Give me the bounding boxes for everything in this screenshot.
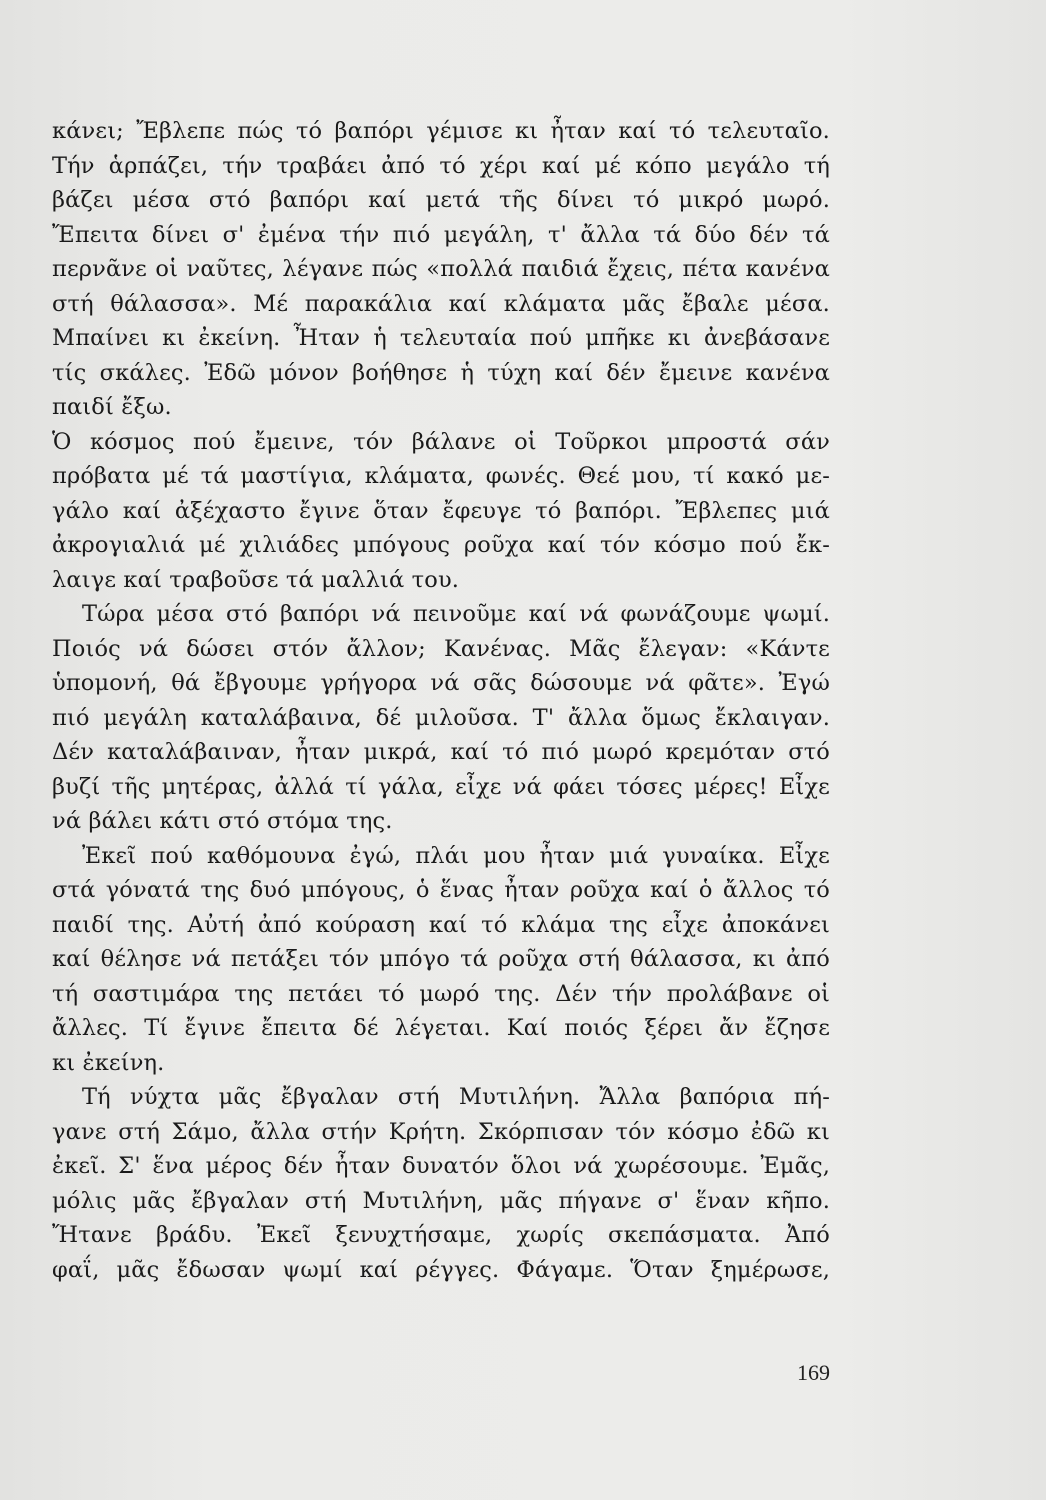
text-line: γάλο καί ἀξέχαστο ἔγινε ὅταν ἔφευγε τό βαπόρι. Ἔβλεπες μιά — [52, 497, 830, 524]
text-line: Ποιός νά δώσει στόν ἄλλον; Κανένας. Μᾶς ἔλεγαν: «Κάντε — [52, 635, 830, 662]
text-line: περνᾶνε οἱ ναῦτες, λέγανε πώς «πολλά παιδιά ἔχεις, πέτα κανένα — [52, 256, 830, 282]
text-line: γανε στή Σάμο, ἄλλα στήν Κρήτη. Σκόρπισαν τόν κόσμο ἐδῶ κι — [52, 1118, 830, 1145]
text-line: Ὁ κόσμος πού ἔμεινε, τόν βάλανε οἱ Τοῦρκοι μπροστά σάν — [52, 428, 830, 455]
body-text — [52, 114, 830, 1287]
text-line: τή σαστιμάρα της πετάει τό μωρό της. Δέν τήν προλάβανε οἱ — [52, 980, 830, 1007]
text-line: πιό μεγάλη καταλάβαινα, δέ μιλοῦσα. Τ' ἄλλα ὅμως ἔκλαιγαν. — [52, 704, 830, 731]
text-line: κι ἐκείνη. — [52, 1049, 165, 1076]
text-line: πρόβατα μέ τά μαστίγια, κλάματα, φωνές. Θεέ μου, τί κακό με- — [52, 463, 830, 489]
text-line: παιδί ἔξω. — [52, 394, 172, 420]
paragraph-1 — [52, 114, 830, 425]
text-line: ἀκρογιαλιά μέ χιλιάδες μπόγους ροῦχα καί τόν κόσμο πού ἔκ- — [52, 532, 830, 558]
text-line: Τή νύχτα μᾶς ἔβγαλαν στή Μυτιλήνη. Ἄλλα βαπόρια πή- — [82, 1084, 830, 1110]
text-line: βυζί τῆς μητέρας, ἀλλά τί γάλα, εἶχε νά φάει τόσες μέρες! Εἶχε — [52, 773, 830, 800]
paragraph-4 — [52, 839, 830, 1081]
text-line: νά βάλει κάτι στό στόμα της. — [52, 808, 393, 834]
text-line: ὑπομονή, θά ἔβγουμε γρήγορα νά σᾶς δώσουμε νά φᾶτε». Ἐγώ — [52, 670, 830, 696]
text-line: Μπαίνει κι ἐκείνη. Ἦταν ἡ τελευταία πού μπῆκε κι ἀνεβάσανε — [52, 325, 830, 351]
text-line: Ἔπειτα δίνει σ' ἐμένα τήν πιό μεγάλη, τ' ἄλλα τά δύο δέν τά — [52, 221, 830, 248]
paragraph-3 — [52, 597, 830, 839]
text-line: καί θέλησε νά πετάξει τόν μπόγο τά ροῦχα στή θάλασσα, κι ἀπό — [52, 946, 830, 972]
text-line: μόλις μᾶς ἔβγαλαν στή Μυτιλήνη, μᾶς πήγανε σ' ἕναν κῆπο. — [52, 1187, 830, 1214]
text-line: Ἤτανε βράδυ. Ἐκεῖ ξενυχτήσαμε, χωρίς σκεπάσματα. Ἀπό — [52, 1222, 830, 1248]
text-line: Τήν ἁρπάζει, τήν τραβάει ἀπό τό χέρι καί μέ κόπο μεγάλο τή — [52, 152, 830, 179]
text-line: ἐκεῖ. Σ' ἕνα μέρος δέν ἦταν δυνατόν ὅλοι νά χωρέσουμε. Ἐμᾶς, — [52, 1153, 830, 1179]
text-line: στά γόνατά της δυό μπόγους, ὁ ἕνας ἦταν ροῦχα καί ὁ ἄλλος τό — [52, 877, 830, 903]
text-line: τίς σκάλες. Ἐδῶ μόνον βοήθησε ἡ τύχη καί δέν ἔμεινε κανένα — [52, 359, 830, 386]
text-line: λαιγε καί τραβοῦσε τά μαλλιά του. — [52, 566, 460, 593]
paragraph-5 — [52, 1080, 830, 1287]
text-line: στή θάλασσα». Μέ παρακάλια καί κλάματα μᾶς ἔβαλε μέσα. — [52, 290, 830, 317]
text-line: ἄλλες. Τί ἔγινε ἔπειτα δέ λέγεται. Καί ποιός ξέρει ἄν ἔζησε — [52, 1015, 830, 1041]
text-line: Τώρα μέσα στό βαπόρι νά πεινοῦμε καί νά φωνάζουμε ψωμί. — [82, 601, 830, 627]
text-line: παιδί της. Αὐτή ἀπό κούραση καί τό κλάμα της εἶχε ἀποκάνει — [52, 911, 830, 938]
text-line: βάζει μέσα στό βαπόρι καί μετά τῆς δίνει τό μικρό μωρό. — [52, 187, 830, 213]
text-line: Δέν καταλάβαιναν, ἦταν μικρά, καί τό πιό μωρό κρεμόταν στό — [52, 739, 830, 765]
text-line: φαΐ, μᾶς ἔδωσαν ψωμί καί ρέγγες. Φάγαμε. Ὅταν ξημέρωσε, — [52, 1256, 830, 1283]
paragraph-2 — [52, 425, 830, 598]
text-line: Ἐκεῖ πού καθόμουνα ἐγώ, πλάι μου ἦταν μιά γυναίκα. Εἶχε — [82, 842, 830, 869]
page-number: 169 — [797, 1360, 830, 1385]
text-line: κάνει; Ἔβλεπε πώς τό βαπόρι γέμισε κι ἦταν καί τό τελευταῖο. — [52, 118, 830, 144]
